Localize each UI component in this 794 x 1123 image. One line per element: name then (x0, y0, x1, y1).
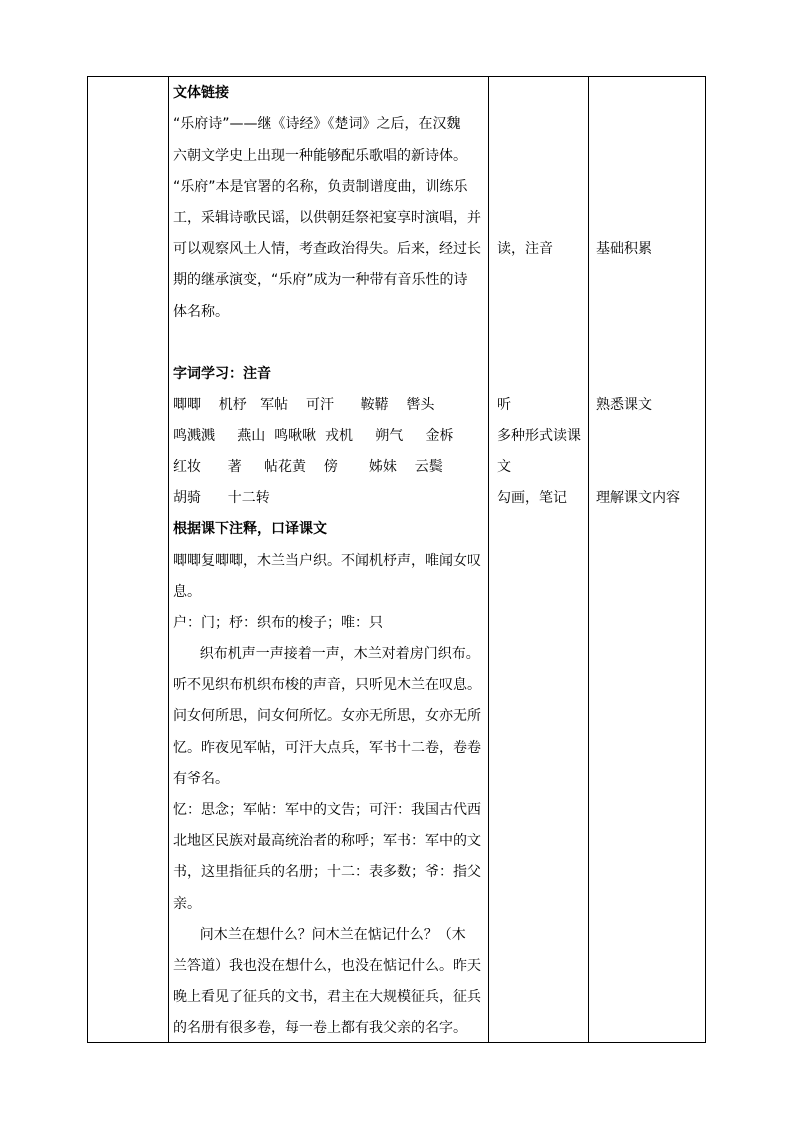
text-line: 忆：思念；军帖：军中的文告；可汗：我国古代西 (173, 802, 481, 818)
text-line: 亲。 (173, 896, 201, 912)
text-line: 听不见织布机织布梭的声音，只听见木兰在叹息。 (173, 677, 481, 693)
text-line: 的名册有很多卷，每一卷上都有我父亲的名字。 (173, 1020, 467, 1036)
goal-item: 理解课文内容 (596, 490, 680, 506)
goal-column (588, 77, 707, 1042)
text-line: 忆。昨夜见军帖，可汗大点兵，军书十二卷，卷卷 (173, 740, 481, 756)
section-heading: 文体链接 (173, 85, 229, 101)
text-line: 工，采辑诗歌民谣，以供朝廷祭祀宴享时演唱，并 (173, 210, 481, 226)
activity-column (488, 77, 588, 1042)
text-line: 可以观察风土人情，考查政治得失。后来，经过长 (173, 241, 481, 257)
text-line: 问木兰在想什么？问木兰在惦记什么？（木 (173, 927, 466, 943)
text-line: “乐府诗”——继《诗经》《楚词》之后，在汉魏 (173, 116, 461, 132)
stage-column (88, 77, 168, 1042)
text-line: 红妆 著 帖花黄 傍 姊妹 云鬓 (173, 459, 443, 475)
text-line: 唧唧复唧唧，木兰当户织。不闻机杼声，唯闻女叹 (173, 553, 481, 569)
activity-item: 文 (497, 459, 511, 475)
goal-item: 基础积累 (596, 241, 652, 257)
section-heading: 字词学习：注音 (173, 366, 271, 382)
section-heading: 根据课下注释，口译课文 (173, 521, 327, 537)
text-line: 期的继承演变，“乐府”成为一种带有音乐性的诗 (173, 272, 468, 288)
text-line: 体名称。 (173, 304, 229, 320)
activity-item: 听 (497, 397, 511, 413)
text-line: 六朝文学史上出现一种能够配乐歌唱的新诗体。 (173, 148, 467, 164)
lesson-plan-table (87, 76, 706, 1043)
text-line: 户：门；杼：织布的梭子；唯：只 (173, 615, 383, 631)
text-line: 胡骑 十二转 (173, 490, 270, 506)
text-line: 织布机声一声接着一声，木兰对着房门织布。 (173, 646, 480, 662)
text-line: 晚上看见了征兵的文书，君主在大规模征兵，征兵 (173, 989, 481, 1005)
text-line: 唧唧 机杼 军帖 可汗 鞍鞯 辔头 (173, 397, 435, 413)
goal-item: 熟悉课文 (596, 397, 652, 413)
text-line: 有爷名。 (173, 771, 229, 787)
text-line: 问女何所思，问女何所忆。女亦无所思，女亦无所 (173, 708, 481, 724)
text-line: 鸣溅溅 燕山 鸣啾啾 戎机 朔气 金柝 (173, 428, 454, 444)
text-line: 兰答道）我也没在想什么，也没在惦记什么。昨天 (173, 958, 481, 974)
activity-item: 勾画，笔记 (497, 490, 567, 506)
content-column (168, 77, 488, 1042)
text-line: 书，这里指征兵的名册；十二：表多数；爷：指父 (173, 864, 481, 880)
text-line: 息。 (173, 584, 201, 600)
text-line: 北地区民族对最高统治者的称呼；军书：军中的文 (173, 833, 481, 849)
activity-item: 读，注音 (497, 241, 553, 257)
activity-item: 多种形式读课 (497, 428, 581, 444)
text-line: “乐府”本是官署的名称，负责制谱度曲，训练乐 (173, 179, 468, 195)
